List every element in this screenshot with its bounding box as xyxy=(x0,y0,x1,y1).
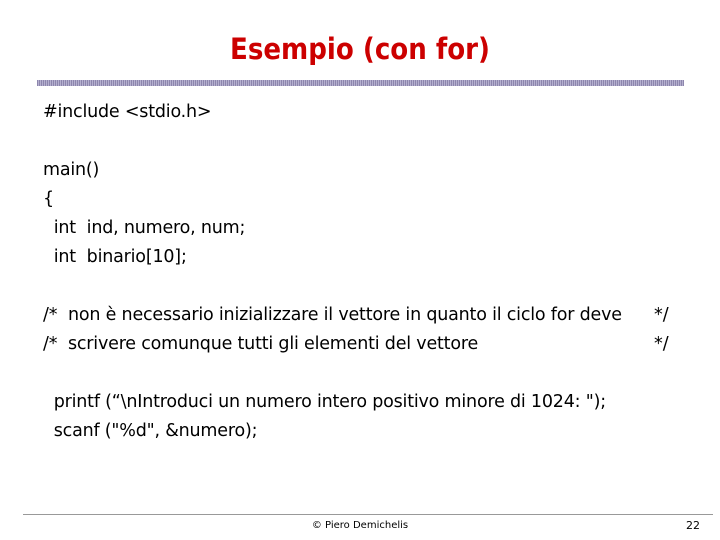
comment-end-2: */ xyxy=(654,334,669,354)
comment-end-1: */ xyxy=(654,305,669,325)
page-number: 22 xyxy=(686,519,700,532)
code-line-scanf: scanf ("%d", &numero); xyxy=(43,421,258,441)
code-line-array-decl: int binario[10]; xyxy=(43,247,187,267)
title-divider xyxy=(37,80,684,86)
slide-title: Esempio (con for) xyxy=(229,32,490,66)
code-line-int-decl: int ind, numero, num; xyxy=(43,218,246,238)
code-line-printf: printf (“\nIntroduci un numero intero positivo minore di 1024: "); xyxy=(43,392,606,412)
code-line-include: #include <stdio.h> xyxy=(43,102,212,122)
code-line-comment-2: /* scrivere comunque tutti gli elementi del vettore xyxy=(43,334,479,354)
code-line-comment-1: /* non è necessario inizializzare il vettore in quanto il ciclo for deve xyxy=(43,305,622,325)
footer-divider xyxy=(23,514,713,515)
code-line-main: main() xyxy=(43,160,100,180)
footer-copyright: © Piero Demichelis xyxy=(311,520,409,531)
code-line-open-brace: { xyxy=(43,189,54,209)
